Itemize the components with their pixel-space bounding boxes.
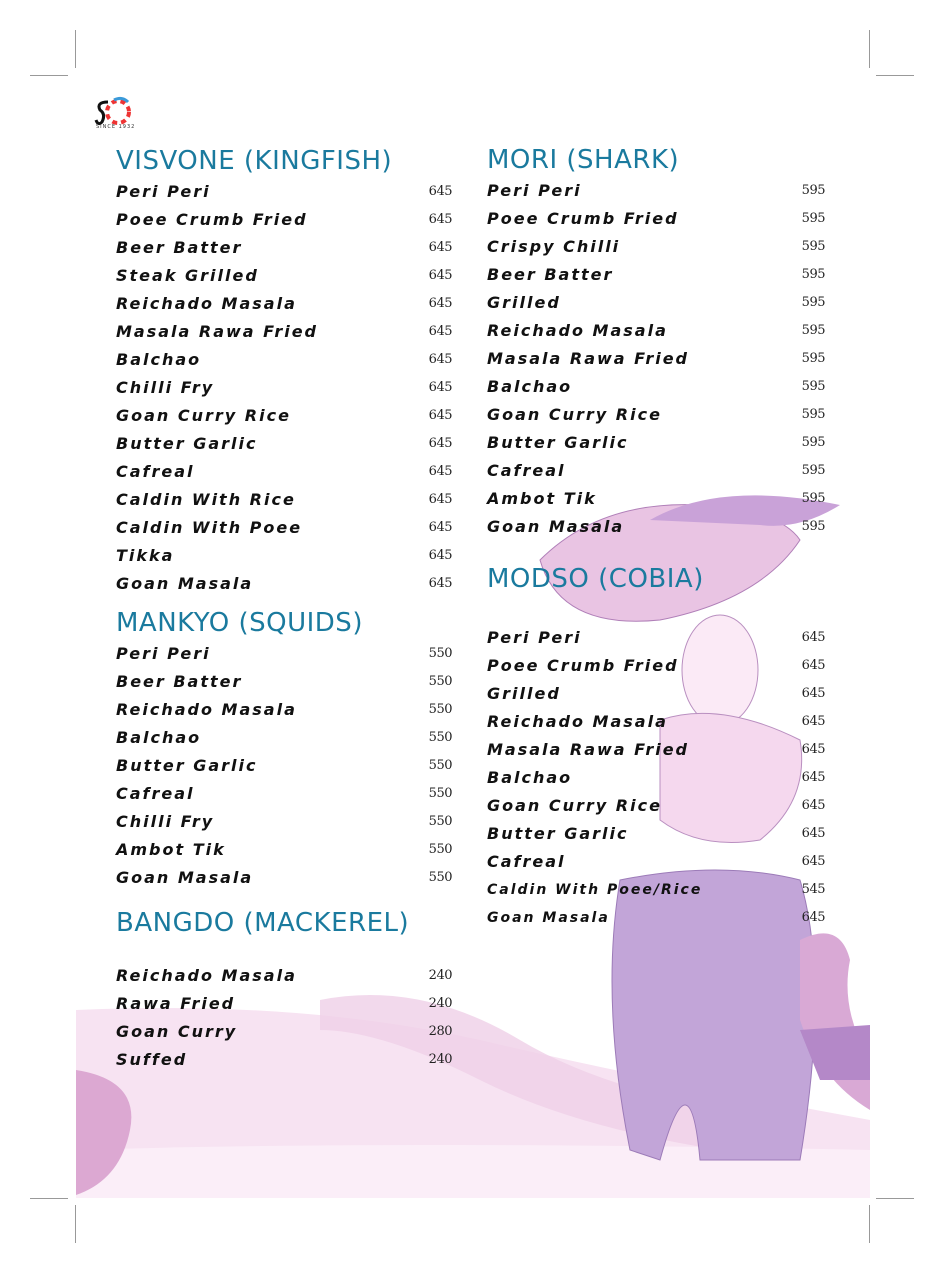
- menu-item-price: 645: [428, 240, 452, 255]
- menu-item-name: Peri Peri: [487, 181, 582, 200]
- menu-item: [116, 990, 452, 1018]
- menu-item: [116, 808, 452, 836]
- menu-item-price: 645: [428, 464, 452, 479]
- menu-item: [487, 401, 825, 429]
- menu-item-name: Ambot Tik: [116, 840, 226, 859]
- menu-item-name: Crispy Chilli: [487, 237, 621, 256]
- menu-item-price: 550: [428, 758, 452, 773]
- menu-item-name: Beer Batter: [116, 238, 243, 257]
- menu-item-price: 645: [801, 714, 825, 729]
- menu-item: [116, 458, 452, 486]
- menu-item-name: Butter Garlic: [116, 756, 258, 775]
- menu-item-price: 545: [801, 882, 825, 897]
- menu-item-name: Balchao: [487, 377, 573, 396]
- menu-item-price: 645: [801, 854, 825, 869]
- menu-item-price: 595: [801, 407, 825, 422]
- menu-item-price: 645: [428, 408, 452, 423]
- menu-item-price: 645: [801, 910, 825, 925]
- menu-item-price: 550: [428, 870, 452, 885]
- menu-item: [116, 234, 452, 262]
- menu-item-name: Chilli Fry: [116, 378, 215, 397]
- menu-item: [116, 290, 452, 318]
- menu-item-list: [487, 177, 825, 541]
- menu-item-price: 595: [801, 295, 825, 310]
- menu-item-name: Reichado Masala: [487, 321, 668, 340]
- menu-item-price: 595: [801, 519, 825, 534]
- menu-item: [487, 317, 825, 345]
- menu-item-price: 595: [801, 211, 825, 226]
- menu-item-name: Grilled: [487, 293, 561, 312]
- menu-item-name: Cafreal: [116, 784, 195, 803]
- section-heading: VISVONE (KINGFISH): [116, 146, 393, 176]
- section-heading: MODSO (COBIA): [487, 564, 704, 594]
- menu-item: [487, 457, 825, 485]
- section-mankyo: [116, 606, 452, 892]
- menu-item: [487, 177, 825, 205]
- menu-item-name: Beer Batter: [487, 265, 614, 284]
- menu-item-name: Cafreal: [116, 462, 195, 481]
- menu-item: [116, 696, 452, 724]
- menu-item-list: [116, 178, 452, 598]
- menu-item-price: 645: [428, 520, 452, 535]
- menu-item-name: Suffed: [116, 1050, 188, 1069]
- menu-item-name: Caldin With Poee/Rice: [487, 882, 703, 898]
- menu-item-name: Reichado Masala: [116, 966, 297, 985]
- menu-item: [487, 652, 825, 680]
- section-bangdo: [116, 906, 452, 1074]
- menu-item-name: Ambot Tik: [487, 489, 597, 508]
- menu-item-price: 645: [428, 268, 452, 283]
- menu-item-price: 595: [801, 267, 825, 282]
- menu-item: [116, 374, 452, 402]
- menu-item-price: 645: [428, 184, 452, 199]
- menu-item-price: 645: [428, 296, 452, 311]
- menu-item-name: Poee Crumb Fried: [487, 209, 679, 228]
- menu-item-price: 645: [801, 798, 825, 813]
- section-heading: MORI (SHARK): [487, 145, 680, 175]
- menu-item: [116, 570, 452, 598]
- menu-item: [116, 542, 452, 570]
- logo-tagline: SINCE 1932: [96, 124, 136, 130]
- menu-item: [487, 513, 825, 541]
- menu-item-name: Cafreal: [487, 852, 566, 871]
- menu-item-price: 240: [428, 1052, 452, 1067]
- menu-item-name: Goan Curry Rice: [116, 406, 291, 425]
- menu-item-price: 595: [801, 463, 825, 478]
- menu-item-name: Tikka: [116, 546, 175, 565]
- menu-item-name: Balchao: [116, 728, 202, 747]
- menu-item-list: [116, 962, 452, 1074]
- menu-item-price: 550: [428, 730, 452, 745]
- menu-item-price: 645: [801, 630, 825, 645]
- menu-item-name: Peri Peri: [116, 182, 211, 201]
- menu-item: [116, 318, 452, 346]
- menu-item-list: [487, 624, 825, 932]
- menu-item-price: 645: [428, 324, 452, 339]
- menu-item-price: 240: [428, 996, 452, 1011]
- menu-item: [487, 820, 825, 848]
- menu-item: [487, 233, 825, 261]
- menu-item-name: Peri Peri: [487, 628, 582, 647]
- menu-item-list: [116, 640, 452, 892]
- menu-item: [116, 864, 452, 892]
- menu-item-name: Goan Curry Rice: [487, 796, 662, 815]
- menu-item-price: 550: [428, 702, 452, 717]
- section-heading: BANGDO (MACKEREL): [116, 908, 410, 938]
- menu-item-name: Masala Rawa Fried: [116, 322, 319, 341]
- menu-item: [487, 485, 825, 513]
- menu-item-name: Rawa Fried: [116, 994, 236, 1013]
- menu-item-price: 550: [428, 674, 452, 689]
- menu-item-name: Caldin With Poee: [116, 518, 303, 537]
- menu-item-name: Reichado Masala: [116, 294, 297, 313]
- menu-item-price: 645: [801, 686, 825, 701]
- menu-item: [487, 764, 825, 792]
- menu-item-price: 645: [428, 548, 452, 563]
- menu-item: [116, 206, 452, 234]
- section-visvone: [116, 144, 452, 598]
- section-modso: [487, 562, 825, 932]
- menu-item-name: Poee Crumb Fried: [487, 656, 679, 675]
- menu-item: [487, 680, 825, 708]
- menu-item: [116, 1046, 452, 1074]
- menu-item-price: 645: [428, 492, 452, 507]
- menu-item: [116, 402, 452, 430]
- menu-item-name: Goan Masala: [487, 910, 610, 926]
- menu-item: [116, 752, 452, 780]
- menu-item-price: 595: [801, 239, 825, 254]
- menu-item-price: 550: [428, 786, 452, 801]
- menu-item: [487, 736, 825, 764]
- menu-item: [116, 640, 452, 668]
- menu-item-price: 645: [428, 212, 452, 227]
- menu-item: [116, 346, 452, 374]
- menu-item-name: Balchao: [487, 768, 573, 787]
- menu-item-name: Butter Garlic: [487, 433, 629, 452]
- menu-item: [487, 848, 825, 876]
- menu-item-price: 645: [801, 742, 825, 757]
- menu-item-price: 550: [428, 842, 452, 857]
- menu-item: [487, 205, 825, 233]
- menu-item-name: Goan Curry Rice: [487, 405, 662, 424]
- menu-item-name: Masala Rawa Fried: [487, 349, 690, 368]
- menu-item-price: 645: [428, 380, 452, 395]
- menu-item-price: 280: [428, 1024, 452, 1039]
- menu-item-price: 595: [801, 491, 825, 506]
- menu-item: [487, 876, 825, 904]
- menu-item-name: Balchao: [116, 350, 202, 369]
- menu-item-price: 595: [801, 351, 825, 366]
- menu-item: [487, 708, 825, 736]
- menu-item-name: Reichado Masala: [116, 700, 297, 719]
- menu-item: [116, 1018, 452, 1046]
- menu-item-name: Beer Batter: [116, 672, 243, 691]
- menu-item: [487, 345, 825, 373]
- menu-item-price: 595: [801, 379, 825, 394]
- menu-item-name: Peri Peri: [116, 644, 211, 663]
- menu-item: [116, 486, 452, 514]
- menu-item-name: Grilled: [487, 684, 561, 703]
- menu-item-price: 550: [428, 814, 452, 829]
- menu-item: [116, 430, 452, 458]
- menu-item: [487, 904, 825, 932]
- menu-item-price: 645: [428, 436, 452, 451]
- section-heading: MANKYO (SQUIDS): [116, 608, 363, 638]
- menu-item: [116, 724, 452, 752]
- menu-item-price: 645: [428, 352, 452, 367]
- menu-item-price: 595: [801, 183, 825, 198]
- menu-item: [116, 178, 452, 206]
- menu-item-price: 595: [801, 435, 825, 450]
- menu-item-name: Butter Garlic: [116, 434, 258, 453]
- menu-item-name: Goan Masala: [116, 574, 254, 593]
- menu-item: [487, 792, 825, 820]
- menu-item: [487, 429, 825, 457]
- menu-item: [116, 514, 452, 542]
- menu-item-name: Reichado Masala: [487, 712, 668, 731]
- menu-item-price: 645: [801, 770, 825, 785]
- menu-item-price: 240: [428, 968, 452, 983]
- menu-item-name: Cafreal: [487, 461, 566, 480]
- menu-item: [116, 780, 452, 808]
- menu-item: [487, 624, 825, 652]
- section-mori: [487, 143, 825, 541]
- menu-item-price: 595: [801, 323, 825, 338]
- menu-item-name: Steak Grilled: [116, 266, 259, 285]
- menu-item: [116, 668, 452, 696]
- menu-item-price: 645: [801, 826, 825, 841]
- menu-item-price: 550: [428, 646, 452, 661]
- menu-item: [116, 262, 452, 290]
- menu-item-name: Goan Curry: [116, 1022, 238, 1041]
- menu-item-name: Poee Crumb Fried: [116, 210, 308, 229]
- menu-item: [487, 289, 825, 317]
- menu-item: [116, 962, 452, 990]
- menu-item-name: Goan Masala: [116, 868, 254, 887]
- menu-item-name: Caldin With Rice: [116, 490, 296, 509]
- menu-item: [116, 836, 452, 864]
- menu-item-name: Masala Rawa Fried: [487, 740, 690, 759]
- menu-item: [487, 261, 825, 289]
- menu-item-price: 645: [801, 658, 825, 673]
- menu-item-name: Butter Garlic: [487, 824, 629, 843]
- menu-item-name: Chilli Fry: [116, 812, 215, 831]
- menu-item-price: 645: [428, 576, 452, 591]
- menu-item-name: Goan Masala: [487, 517, 625, 536]
- menu-item: [487, 373, 825, 401]
